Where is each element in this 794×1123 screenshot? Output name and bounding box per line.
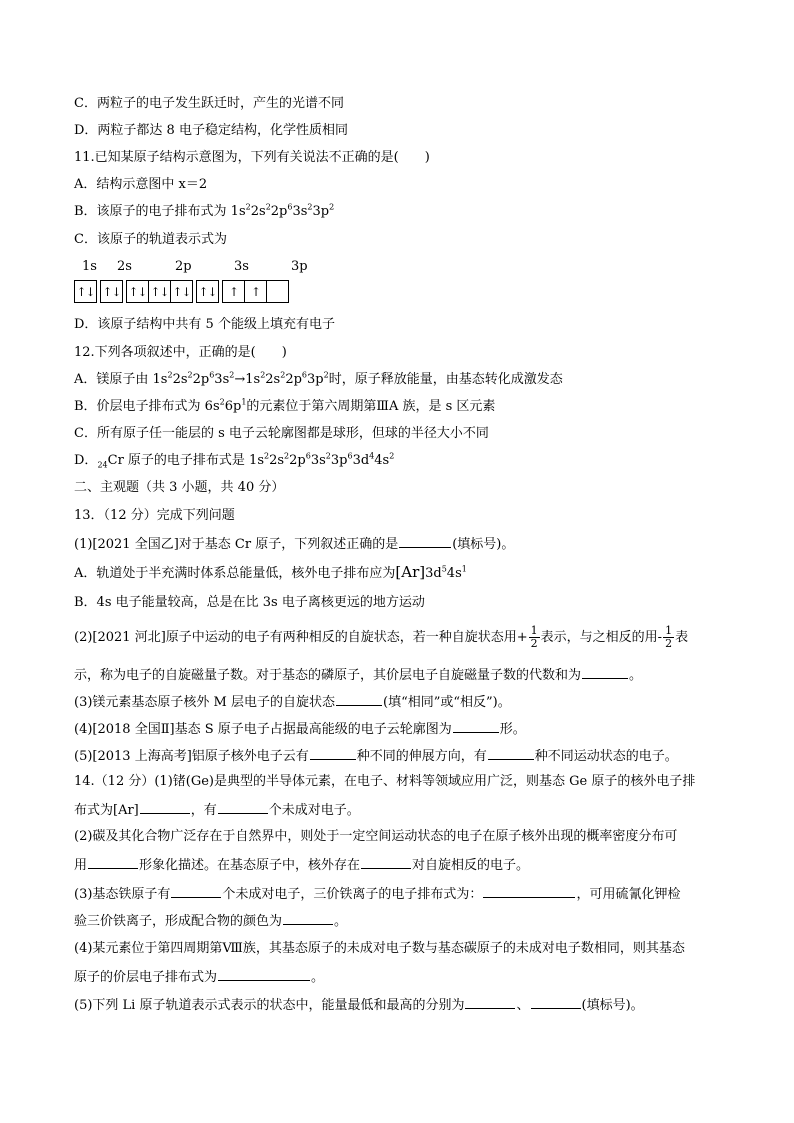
answer-blank[interactable] — [336, 692, 382, 706]
orbital-3s — [196, 280, 219, 303]
orbital-3p — [222, 280, 289, 303]
q14-part-3-cont: 验三价铁离子，形成配合物的颜色为 。 — [74, 911, 347, 931]
option-d-prev: D．两粒子都达 8 电子稳定结构，化学性质相同 — [74, 123, 348, 138]
q14-part-2-cont: 用 形象化描述。在基态原子中，核外存在 对自旋相反的电子。 — [74, 855, 529, 875]
answer-blank[interactable] — [361, 855, 411, 869]
orbital-box: ↑↓ — [149, 281, 171, 302]
q12-option-b: B．价层电子排布式为 $6s^26p^1$的元素位于第六周期第ⅢA 族，是 s 区元素 — [74, 397, 496, 414]
orbital-box — [267, 281, 288, 302]
orbital-label-3s: 3s — [234, 259, 249, 274]
answer-blank[interactable] — [488, 746, 534, 760]
orbital-labels — [74, 259, 344, 277]
orbital-box: ↑↓ — [76, 284, 95, 299]
q14-part-4-cont: 原子的价层电子排布式为 。 — [74, 967, 324, 987]
option-c-prev: C．两粒子的电子发生跃迁时，产生的光谱不同 — [74, 96, 344, 111]
q13-part-3: (3)镁元素基态原子核外 M 层电子的自旋状态 (填“相同”或“相反”)。 — [74, 692, 511, 712]
orbital-diagram — [74, 280, 292, 303]
orbital-2p — [126, 280, 193, 303]
answer-blank[interactable] — [531, 995, 581, 1009]
q14-part-4: (4)某元素位于第四周期第Ⅷ族，其基态原子的未成对电子数与基态碳原子的未成对电子数相同，则其基态 — [74, 941, 685, 956]
q13-part-2-cont: 示，称为电子的自旋磁量子数。对于基态的磷原子，其价层电子自旋磁量子数的代数和为 。 — [74, 665, 642, 685]
orbital-box: ↑↓ — [127, 281, 149, 302]
orbital-box: ↑↓ — [198, 284, 217, 299]
q11-option-d: D．该原子结构中共有 5 个能级上填充有电子 — [74, 317, 335, 332]
answer-blank[interactable] — [171, 884, 221, 898]
question-11: 11.已知某原子结构示意图为，下列有关说法不正确的是( ) — [74, 150, 430, 165]
answer-blank[interactable] — [582, 665, 628, 679]
answer-blank[interactable] — [283, 911, 333, 925]
answer-blank[interactable] — [88, 855, 138, 869]
orbital-label-3p: 3p — [291, 259, 308, 274]
question-12: 12.下列各项叙述中，正确的是( ) — [74, 345, 287, 360]
orbital-box: ↑↓ — [102, 284, 121, 299]
orbital-1s — [74, 280, 97, 303]
answer-blank[interactable] — [218, 800, 268, 814]
q11-option-b: B．该原子的电子排布式为 $1s^22s^22p^63s^23p^2$ — [74, 202, 335, 219]
orbital-label-2p: 2p — [175, 259, 192, 274]
orbital-label-1s: 1s — [82, 259, 97, 274]
answer-blank[interactable] — [140, 800, 190, 814]
q11-option-c: C．该原子的轨道表示式为 — [74, 232, 227, 247]
answer-blank[interactable] — [453, 719, 499, 733]
q13-part-4: (4)[2018 全国Ⅱ]基态 S 原子电子占据最高能级的电子云轮廓图为 形。 — [74, 719, 526, 739]
q14-part-1-cont: 布式为[Ar] ，有 个未成对电子。 — [74, 800, 360, 820]
q14-part-5: (5)下列 Li 原子轨道表示式表示的状态中，能量最低和最高的分别为 、 (填标号)。 — [74, 995, 644, 1015]
q13-part-1-b: B．4s 电子能量较高，总是在比 3s 电子离核更远的地方运动 — [74, 595, 425, 610]
q12-option-a: A．镁原子由 $1s^22s^22p^63s^2\to 1s^22s^22p^63p^2$时，原子释放能量，由基态转化成激发态 — [74, 370, 563, 387]
orbital-label-2s: 2s — [117, 259, 132, 274]
answer-blank[interactable] — [399, 534, 451, 548]
q13-part-1-a: A．轨道处于半充满时体系总能量低，核外电子排布应为$[Ar]3d^54s^1$ — [74, 563, 467, 581]
q13-part-1: (1)[2021 全国乙]对于基态 Cr 原子，下列叙述正确的是 (填标号)。 — [74, 534, 514, 554]
q14-part-2: (2)碳及其化合物广泛存在于自然界中，则处于一定空间运动状态的电子在原子核外出现的概率密度分布可 — [74, 829, 678, 844]
orbital-2s — [100, 280, 123, 303]
q12-option-c: C．所有原子任一能层的 s 电子云轮廓图都是球形，但球的半径大小不同 — [74, 426, 489, 441]
answer-blank[interactable] — [218, 967, 310, 981]
question-13: 13．（12 分）完成下列问题 — [74, 508, 235, 523]
q11-option-a: A．结构示意图中 x＝2 — [74, 177, 208, 192]
fraction-half: $\frac{1}{2}$ — [665, 624, 673, 650]
orbital-box: ↑↓ — [172, 284, 191, 299]
q13-part-5: (5)[2013 上海高考]铝原子核外电子云有 种不同的伸展方向，有 种不同运动状态的电子。 — [74, 746, 678, 766]
answer-blank[interactable] — [483, 884, 575, 898]
orbital-box: ↑ — [223, 281, 245, 302]
orbital-box: ↑ — [245, 281, 267, 302]
q13-part-2: (2)[2021 河北]原子中运动的电子有两种相反的自旋状态，若一种自旋状态用+ $\frac{1}{2}$ 表示，与之相反的用- $\frac{1}{2}$ 表 — [74, 624, 689, 650]
fraction-half: $\frac{1}{2}$ — [530, 624, 538, 650]
q14-part-3: (3)基态铁原子有 个未成对电子，三价铁离子的电子排布式为： ，可用硫氰化钾检 — [74, 884, 680, 904]
section-title: 二、主观题（共 3 小题，共 40 分） — [74, 480, 285, 495]
answer-blank[interactable] — [310, 746, 356, 760]
question-14: 14.（12 分）(1)锗(Ge)是典型的半导体元素，在电子、材料等领域应用广泛，则基态 Ge 原子的核外电子排 — [74, 774, 696, 789]
answer-blank[interactable] — [465, 995, 515, 1009]
q12-option-d: D．$_{24}$Cr 原子的电子排布式是 $1s^22s^22p^63s^23p^63d^44s^2$ — [74, 451, 395, 470]
